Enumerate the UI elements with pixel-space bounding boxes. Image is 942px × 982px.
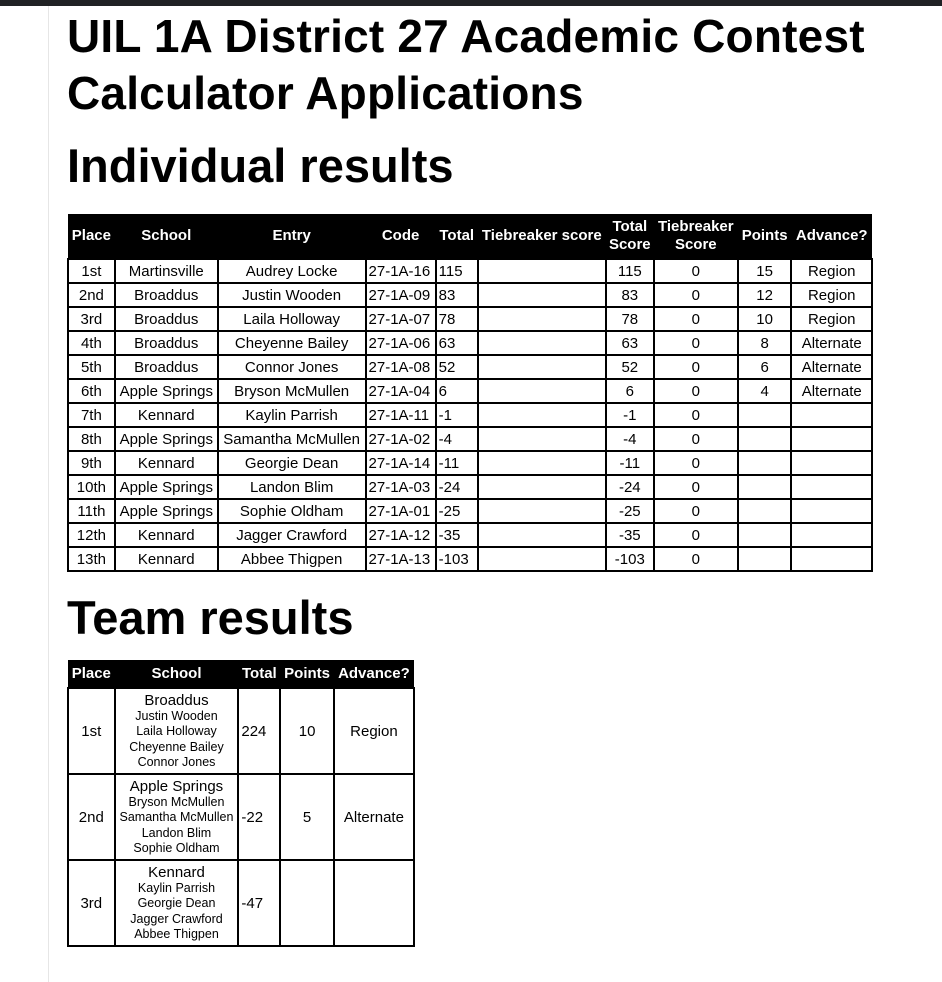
cell-code: 27-1A-13 xyxy=(366,547,436,571)
team-member: Justin Wooden xyxy=(135,708,218,723)
cell-points xyxy=(738,547,792,571)
cell-entry: Connor Jones xyxy=(218,355,366,379)
cell-total: 6 xyxy=(436,379,478,403)
cell-advance: Alternate xyxy=(791,355,872,379)
cell-school: Kennard xyxy=(115,547,218,571)
cell-tiebreaker-score-2: 0 xyxy=(654,283,738,307)
school-name: Broaddus xyxy=(144,691,209,709)
cell-entry: Justin Wooden xyxy=(218,283,366,307)
cell-place: 7th xyxy=(68,403,115,427)
cell-place: 9th xyxy=(68,451,115,475)
cell-tiebreaker-score xyxy=(478,499,606,523)
cell-advance xyxy=(791,499,872,523)
cell-entry: Abbee Thigpen xyxy=(218,547,366,571)
team-member: Samantha McMullen xyxy=(119,810,234,824)
header-points: Points xyxy=(280,660,333,688)
cell-points: 5 xyxy=(280,774,333,860)
table-row xyxy=(68,547,872,571)
team-member: Abbee Thigpen xyxy=(134,927,219,941)
page-content xyxy=(67,8,873,947)
table-row xyxy=(68,688,414,774)
team-member: Jagger Crawford xyxy=(130,911,223,926)
cell-tiebreaker-score-2: 0 xyxy=(654,547,738,571)
table-row xyxy=(68,451,872,475)
cell-total: -35 xyxy=(436,523,478,547)
header-place: Place xyxy=(68,660,115,688)
cell-total: 52 xyxy=(436,355,478,379)
cell-tiebreaker-score-2: 0 xyxy=(654,451,738,475)
cell-code: 27-1A-06 xyxy=(366,331,436,355)
page-title-line1: UIL 1A District 27 Academic Contest xyxy=(67,10,865,62)
cell-school xyxy=(115,774,239,860)
cell-advance: Alternate xyxy=(791,379,872,403)
cell-tiebreaker-score-2: 0 xyxy=(654,523,738,547)
cell-school: Kennard xyxy=(115,451,218,475)
cell-points: 6 xyxy=(738,355,792,379)
cell-points xyxy=(738,451,792,475)
cell-place: 10th xyxy=(68,475,115,499)
header-total: Total xyxy=(238,660,280,688)
cell-total: -22 xyxy=(238,774,280,860)
table-row xyxy=(68,774,414,860)
header-school: School xyxy=(115,214,218,259)
cell-tiebreaker-score-2: 0 xyxy=(654,331,738,355)
cell-total: -47 xyxy=(238,860,280,946)
cell-total-score: -25 xyxy=(606,499,654,523)
team-member: Cheyenne Bailey xyxy=(129,739,224,754)
cell-entry: Kaylin Parrish xyxy=(218,403,366,427)
cell-entry: Audrey Locke xyxy=(218,259,366,283)
cell-school: Martinsville xyxy=(115,259,218,283)
team-results-table xyxy=(67,660,415,947)
cell-entry: Cheyenne Bailey xyxy=(218,331,366,355)
table-row xyxy=(68,427,872,451)
school-name: Kennard xyxy=(148,863,205,881)
cell-school: Apple Springs xyxy=(115,427,218,451)
cell-school xyxy=(115,688,239,774)
cell-school: Broaddus xyxy=(115,283,218,307)
cell-tiebreaker-score xyxy=(478,355,606,379)
school-name: Apple Springs xyxy=(129,777,224,795)
cell-advance xyxy=(334,860,414,946)
cell-total-score: 83 xyxy=(606,283,654,307)
cell-advance xyxy=(791,523,872,547)
cell-tiebreaker-score xyxy=(478,475,606,499)
cell-points: 10 xyxy=(280,688,333,774)
cell-points: 4 xyxy=(738,379,792,403)
cell-total: 83 xyxy=(436,283,478,307)
team-member: Kaylin Parrish xyxy=(137,880,216,895)
cell-tiebreaker-score xyxy=(478,379,606,403)
cell-entry: Landon Blim xyxy=(218,475,366,499)
cell-tiebreaker-score xyxy=(478,427,606,451)
header-tiebreaker-score: Tiebreaker score xyxy=(478,214,606,259)
header-points: Points xyxy=(738,214,792,259)
table-row xyxy=(68,860,414,946)
cell-total: -24 xyxy=(436,475,478,499)
header-advance: Advance? xyxy=(334,660,414,688)
cell-total: -4 xyxy=(436,427,478,451)
cell-advance xyxy=(791,547,872,571)
cell-place: 4th xyxy=(68,331,115,355)
table-row xyxy=(68,403,872,427)
cell-place: 3rd xyxy=(68,860,115,946)
table-row xyxy=(68,379,872,403)
cell-entry: Samantha McMullen xyxy=(218,427,366,451)
cell-code: 27-1A-12 xyxy=(366,523,436,547)
cell-tiebreaker-score-2: 0 xyxy=(654,355,738,379)
cell-code: 27-1A-03 xyxy=(366,475,436,499)
header-advance: Advance? xyxy=(791,214,872,259)
team-member: Connor Jones xyxy=(137,755,216,769)
table-row xyxy=(68,355,872,379)
cell-total-score: -103 xyxy=(606,547,654,571)
cell-total-score: 6 xyxy=(606,379,654,403)
cell-advance: Region xyxy=(334,688,414,774)
table-row xyxy=(68,331,872,355)
cell-tiebreaker-score xyxy=(478,331,606,355)
team-member: Landon Blim xyxy=(141,825,212,840)
cell-tiebreaker-score xyxy=(478,451,606,475)
cell-tiebreaker-score xyxy=(478,307,606,331)
cell-advance xyxy=(791,475,872,499)
cell-place: 8th xyxy=(68,427,115,451)
cell-tiebreaker-score xyxy=(478,403,606,427)
cell-code: 27-1A-16 xyxy=(366,259,436,283)
cell-entry: Bryson McMullen xyxy=(218,379,366,403)
cell-points xyxy=(738,403,792,427)
table-row xyxy=(68,307,872,331)
team-results-heading: Team results xyxy=(67,591,354,644)
cell-entry: Georgie Dean xyxy=(218,451,366,475)
cell-place: 2nd xyxy=(68,283,115,307)
table-row xyxy=(68,475,872,499)
team-member: Georgie Dean xyxy=(137,896,216,910)
cell-total-score: 63 xyxy=(606,331,654,355)
header-school: School xyxy=(115,660,239,688)
header-total-score: Total Score xyxy=(606,214,654,259)
cell-tiebreaker-score-2: 0 xyxy=(654,499,738,523)
cell-school: Apple Springs xyxy=(115,499,218,523)
cell-total-score: -11 xyxy=(606,451,654,475)
cell-total: -103 xyxy=(436,547,478,571)
cell-code: 27-1A-14 xyxy=(366,451,436,475)
cell-points: 10 xyxy=(738,307,792,331)
cell-advance: Region xyxy=(791,283,872,307)
cell-tiebreaker-score-2: 0 xyxy=(654,475,738,499)
cell-tiebreaker-score-2: 0 xyxy=(654,427,738,451)
cell-school: Broaddus xyxy=(115,307,218,331)
table-header-row xyxy=(68,214,872,259)
cell-total-score: 115 xyxy=(606,259,654,283)
table-header-row xyxy=(68,660,414,688)
cell-place: 13th xyxy=(68,547,115,571)
individual-results-heading: Individual results xyxy=(67,139,454,192)
cell-total: 63 xyxy=(436,331,478,355)
cell-total: 115 xyxy=(436,259,478,283)
cell-code: 27-1A-08 xyxy=(366,355,436,379)
cell-tiebreaker-score-2: 0 xyxy=(654,379,738,403)
cell-tiebreaker-score-2: 0 xyxy=(654,259,738,283)
cell-place: 5th xyxy=(68,355,115,379)
cell-total-score: -1 xyxy=(606,403,654,427)
page-left-border xyxy=(48,6,49,982)
cell-advance: Alternate xyxy=(334,774,414,860)
table-row xyxy=(68,499,872,523)
header-place: Place xyxy=(68,214,115,259)
cell-tiebreaker-score xyxy=(478,283,606,307)
cell-advance xyxy=(791,451,872,475)
cell-tiebreaker-score-2: 0 xyxy=(654,403,738,427)
team-member: Sophie Oldham xyxy=(133,841,220,855)
cell-points: 15 xyxy=(738,259,792,283)
header-entry: Entry xyxy=(218,214,366,259)
cell-total: 78 xyxy=(436,307,478,331)
cell-place: 3rd xyxy=(68,307,115,331)
cell-place: 6th xyxy=(68,379,115,403)
cell-points xyxy=(280,860,333,946)
cell-total-score: -35 xyxy=(606,523,654,547)
cell-advance: Region xyxy=(791,307,872,331)
cell-school: Broaddus xyxy=(115,355,218,379)
table-row xyxy=(68,523,872,547)
cell-advance xyxy=(791,403,872,427)
cell-tiebreaker-score xyxy=(478,547,606,571)
cell-place: 11th xyxy=(68,499,115,523)
cell-points xyxy=(738,475,792,499)
cell-total: -1 xyxy=(436,403,478,427)
cell-total: -25 xyxy=(436,499,478,523)
cell-advance: Alternate xyxy=(791,331,872,355)
cell-place: 1st xyxy=(68,259,115,283)
header-tiebreaker-score-2: Tiebreaker Score xyxy=(654,214,738,259)
cell-total: 224 xyxy=(238,688,280,774)
cell-total-score: -4 xyxy=(606,427,654,451)
cell-total-score: -24 xyxy=(606,475,654,499)
cell-entry: Sophie Oldham xyxy=(218,499,366,523)
cell-code: 27-1A-09 xyxy=(366,283,436,307)
cell-code: 27-1A-01 xyxy=(366,499,436,523)
cell-total-score: 78 xyxy=(606,307,654,331)
browser-top-bar xyxy=(0,0,942,6)
cell-school: Broaddus xyxy=(115,331,218,355)
cell-points xyxy=(738,427,792,451)
cell-advance xyxy=(791,427,872,451)
cell-points: 12 xyxy=(738,283,792,307)
cell-total: -11 xyxy=(436,451,478,475)
team-member: Bryson McMullen xyxy=(128,794,225,809)
table-row xyxy=(68,259,872,283)
table-row xyxy=(68,283,872,307)
cell-place: 2nd xyxy=(68,774,115,860)
cell-tiebreaker-score xyxy=(478,259,606,283)
cell-school: Kennard xyxy=(115,403,218,427)
cell-code: 27-1A-02 xyxy=(366,427,436,451)
cell-entry: Jagger Crawford xyxy=(218,523,366,547)
cell-advance: Region xyxy=(791,259,872,283)
cell-tiebreaker-score xyxy=(478,523,606,547)
cell-place: 12th xyxy=(68,523,115,547)
page-title-line2: Calculator Applications xyxy=(67,67,584,119)
cell-school xyxy=(115,860,239,946)
cell-code: 27-1A-04 xyxy=(366,379,436,403)
cell-points: 8 xyxy=(738,331,792,355)
cell-tiebreaker-score-2: 0 xyxy=(654,307,738,331)
cell-points xyxy=(738,499,792,523)
header-total: Total xyxy=(436,214,478,259)
cell-school: Kennard xyxy=(115,523,218,547)
cell-points xyxy=(738,523,792,547)
individual-results-table xyxy=(67,214,873,572)
cell-school: Apple Springs xyxy=(115,379,218,403)
cell-total-score: 52 xyxy=(606,355,654,379)
team-member: Laila Holloway xyxy=(136,724,217,738)
cell-school: Apple Springs xyxy=(115,475,218,499)
cell-code: 27-1A-07 xyxy=(366,307,436,331)
cell-entry: Laila Holloway xyxy=(218,307,366,331)
cell-place: 1st xyxy=(68,688,115,774)
cell-code: 27-1A-11 xyxy=(366,403,436,427)
header-code: Code xyxy=(366,214,436,259)
